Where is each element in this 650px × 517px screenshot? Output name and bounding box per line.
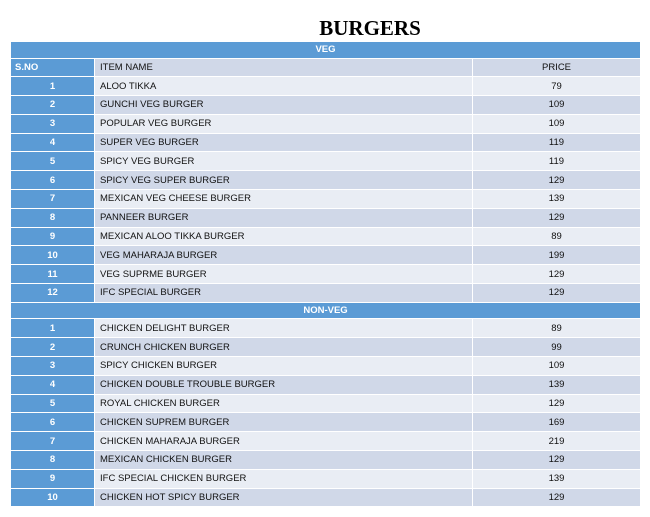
table-row — [11, 450, 641, 469]
item-name: SPICY CHICKEN BURGER — [95, 356, 473, 375]
table-row — [11, 469, 641, 488]
table-row — [11, 338, 641, 357]
item-sno: 2 — [11, 96, 95, 115]
table-row — [11, 432, 641, 451]
item-sno: 8 — [11, 450, 95, 469]
table-row — [11, 488, 641, 507]
column-header-sno: S.NO — [11, 58, 95, 77]
table-row — [11, 133, 641, 152]
item-price: 129 — [473, 450, 641, 469]
section-header — [11, 302, 641, 319]
item-price: 89 — [473, 319, 641, 338]
item-price: 169 — [473, 413, 641, 432]
table-row — [11, 152, 641, 171]
item-name: SPICY VEG SUPER BURGER — [95, 171, 473, 190]
section-title: VEG — [11, 42, 641, 59]
item-price: 129 — [473, 265, 641, 284]
item-price: 129 — [473, 488, 641, 507]
table-row — [11, 77, 641, 96]
item-sno: 9 — [11, 227, 95, 246]
table-row — [11, 375, 641, 394]
item-price: 199 — [473, 246, 641, 265]
item-sno: 5 — [11, 152, 95, 171]
item-name: POPULAR VEG BURGER — [95, 114, 473, 133]
table-row — [11, 96, 641, 115]
item-price: 99 — [473, 338, 641, 357]
page-title: BURGERS — [319, 16, 421, 40]
item-sno: 7 — [11, 190, 95, 209]
item-price: 109 — [473, 114, 641, 133]
item-name: SUPER VEG BURGER — [95, 133, 473, 152]
item-price: 139 — [473, 375, 641, 394]
item-sno: 9 — [11, 469, 95, 488]
table-row — [11, 265, 641, 284]
column-header-row — [11, 58, 641, 77]
item-price: 219 — [473, 432, 641, 451]
item-sno: 4 — [11, 133, 95, 152]
item-name: SPICY VEG BURGER — [95, 152, 473, 171]
table-row — [11, 246, 641, 265]
item-name: CHICKEN HOT SPICY BURGER — [95, 488, 473, 507]
item-name: MEXICAN ALOO TIKKA BURGER — [95, 227, 473, 246]
table-row — [11, 356, 641, 375]
table-row — [11, 171, 641, 190]
table-row — [11, 319, 641, 338]
item-price: 109 — [473, 356, 641, 375]
item-name: CHICKEN MAHARAJA BURGER — [95, 432, 473, 451]
table-row — [11, 190, 641, 209]
item-sno: 3 — [11, 114, 95, 133]
table-row — [11, 208, 641, 227]
item-name: VEG MAHARAJA BURGER — [95, 246, 473, 265]
item-sno: 6 — [11, 413, 95, 432]
item-sno: 12 — [11, 284, 95, 303]
item-name: MEXICAN VEG CHEESE BURGER — [95, 190, 473, 209]
item-sno: 4 — [11, 375, 95, 394]
item-price: 129 — [473, 284, 641, 303]
item-sno: 3 — [11, 356, 95, 375]
item-price: 129 — [473, 394, 641, 413]
item-name: CHICKEN DELIGHT BURGER — [95, 319, 473, 338]
item-price: 129 — [473, 208, 641, 227]
item-price: 109 — [473, 96, 641, 115]
table-row — [11, 284, 641, 303]
table-row — [11, 413, 641, 432]
item-sno: 11 — [11, 265, 95, 284]
item-sno: 10 — [11, 488, 95, 507]
table-row — [11, 114, 641, 133]
item-sno: 1 — [11, 77, 95, 96]
item-price: 139 — [473, 469, 641, 488]
item-name: CHICKEN SUPREM BURGER — [95, 413, 473, 432]
table-row — [11, 394, 641, 413]
table-row — [11, 227, 641, 246]
item-name: VEG SUPRME BURGER — [95, 265, 473, 284]
item-name: MEXICAN CHICKEN BURGER — [95, 450, 473, 469]
item-name: IFC SPECIAL BURGER — [95, 284, 473, 303]
section-header — [11, 42, 641, 59]
section-title: NON-VEG — [11, 302, 641, 319]
item-name: PANNEER BURGER — [95, 208, 473, 227]
item-sno: 7 — [11, 432, 95, 451]
item-price: 89 — [473, 227, 641, 246]
item-price: 119 — [473, 133, 641, 152]
menu-table — [10, 41, 641, 507]
column-header-price: PRICE — [473, 58, 641, 77]
item-sno: 1 — [11, 319, 95, 338]
item-sno: 10 — [11, 246, 95, 265]
item-price: 119 — [473, 152, 641, 171]
item-name: CHICKEN DOUBLE TROUBLE BURGER — [95, 375, 473, 394]
item-price: 79 — [473, 77, 641, 96]
item-sno: 6 — [11, 171, 95, 190]
item-name: ROYAL CHICKEN BURGER — [95, 394, 473, 413]
item-name: IFC SPECIAL CHICKEN BURGER — [95, 469, 473, 488]
item-price: 139 — [473, 190, 641, 209]
item-name: CRUNCH CHICKEN BURGER — [95, 338, 473, 357]
item-sno: 2 — [11, 338, 95, 357]
item-price: 129 — [473, 171, 641, 190]
column-header-item: ITEM NAME — [95, 58, 473, 77]
item-name: ALOO TIKKA — [95, 77, 473, 96]
item-name: GUNCHI VEG BURGER — [95, 96, 473, 115]
item-sno: 8 — [11, 208, 95, 227]
item-sno: 5 — [11, 394, 95, 413]
